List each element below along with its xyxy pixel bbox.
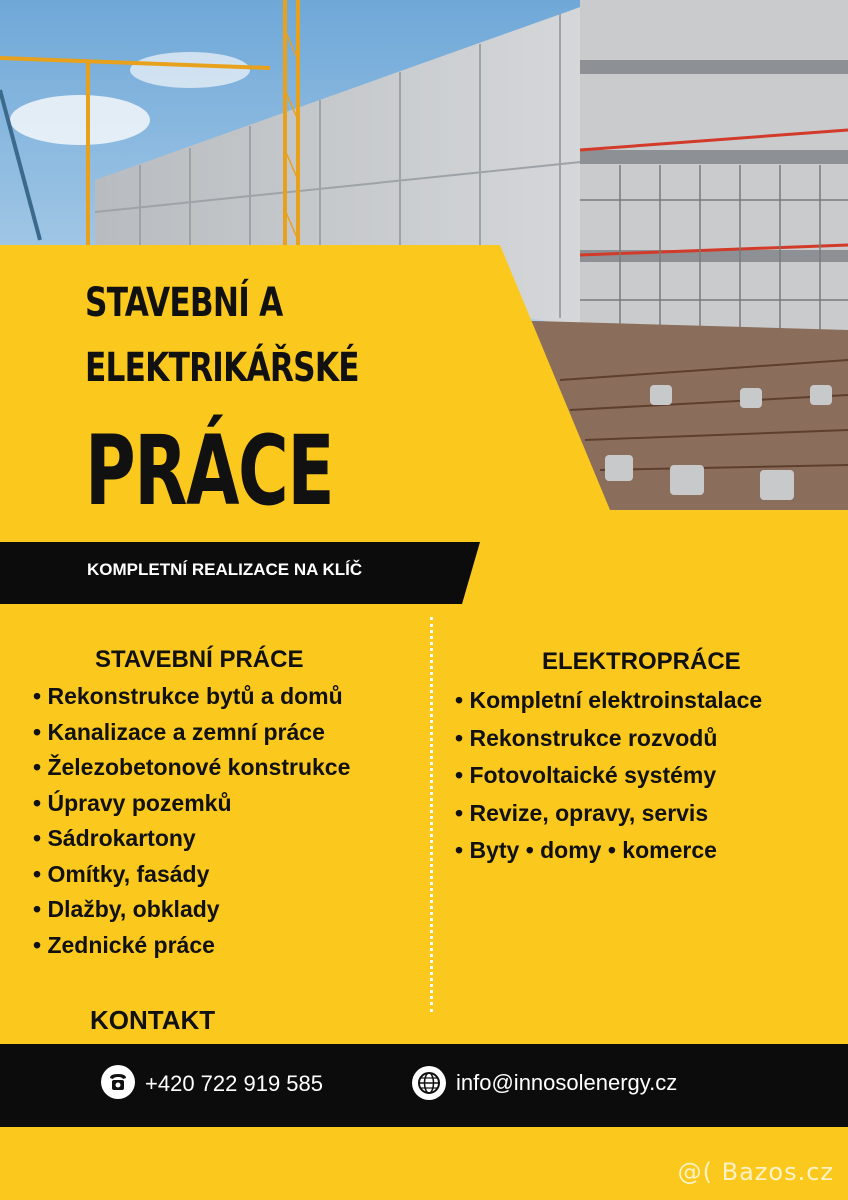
list-item: • Rekonstrukce bytů a domů [33,679,350,715]
list-item: • Úpravy pozemků [33,786,350,822]
list-item: • Fotovoltaické systémy [455,757,762,795]
list-item: • Sádrokartony [33,821,350,857]
column-divider [430,617,433,1012]
list-item: • Omítky, fasády [33,857,350,893]
contact-heading: KONTAKT [90,1005,216,1035]
email-address[interactable]: info@innosolenergy.cz [456,1070,678,1095]
list-item: • Dlažby, obklady [33,892,350,928]
list-item: • Kompletní elektroinstalace [455,682,762,720]
list-item: • Revize, opravy, servis [455,795,762,833]
list-item: • Zednické práce [33,928,350,964]
construction-list [33,679,350,963]
electrical-heading: ELEKTROPRÁCE [542,648,741,675]
headline-line-2: ELEKTRIKÁŘSKÉ [85,345,359,391]
globe-icon [412,1066,446,1100]
list-item: • Byty • domy • komerce [455,832,762,870]
list-item: • Rekonstrukce rozvodů [455,720,762,758]
list-item: • Kanalizace a zemní práce [33,715,350,751]
watermark: @( Bazos.cz [677,1158,834,1186]
construction-heading: STAVEBNÍ PRÁCE [95,646,304,673]
headline-line-1: STAVEBNÍ A [85,280,283,326]
headline-line-3: PRÁCE [85,415,334,527]
phone-icon [101,1065,135,1099]
phone-number[interactable]: +420 722 919 585 [145,1071,324,1096]
electrical-list [455,682,762,870]
list-item: • Železobetonové konstrukce [33,750,350,786]
tagline: KOMPLETNÍ REALIZACE NA KLÍČ [87,560,363,579]
